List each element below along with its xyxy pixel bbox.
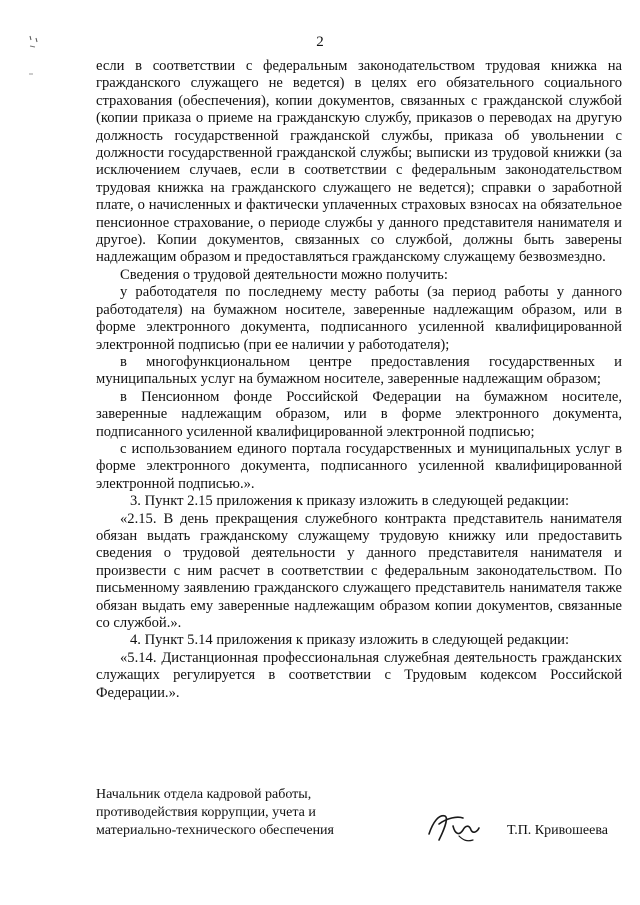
paragraph-mfc: в многофункциональном центре предоставления государственных и муниципальных услуг на бумажном носителе, заверенные надлежащим образом; — [96, 353, 622, 388]
page-number: 2 — [316, 34, 324, 50]
position-line: противодействия коррупции, учета и — [96, 805, 316, 820]
position-line: Начальник отдела кадровой работы, — [96, 787, 312, 802]
paragraph-item-4: 4. Пункт 5.14 приложения к приказу изложить в следующей редакции: — [130, 632, 570, 649]
paragraph-clause-5-14: «5.14. Дистанционная профессиональная служебная деятельность гражданских служащих регулируется в соответствии с Трудовым кодексом Российской Федерации.». — [96, 649, 622, 701]
paragraph-employer: у работодателя по последнему месту работы (за период работы у данного работодателя) на бумажном носителе, заверенные надлежащим образом, или в форме электронного документа, подписанного усиленной квалифицированной электронной подписью (при ее наличии у работодателя); — [96, 284, 622, 353]
paragraph-state-portal: с использованием единого портала государственных и муниципальных услуг в форме электронного документа, подписанного усиленной квалифицированной электронной подписью.». — [96, 440, 622, 492]
position-line: материально-технического обеспечения — [96, 823, 334, 838]
paragraph-clause-2-15: «2.15. В день прекращения служебного контракта представитель нанимателя обязан выдать гражданскому служащему трудовую книжку или предоставить сведения о трудовой деятельности у данного представителя нанимателя и произвести с ним расчет в соответствии с федеральным законодательством. По письменному заявлению гражданского служащего представитель нанимателя также обязан выдать ему заверенные надлежащим образом копии документов, связанные со службой.». — [96, 510, 622, 631]
paragraph-item-3: 3. Пункт 2.15 приложения к приказу изложить в следующей редакции: — [130, 493, 570, 510]
paragraph-pension-fund: в Пенсионном фонде Российской Федерации на бумажном носителе, заверенные надлежащим образом, или в форме электронного документа, подписанного усиленной квалифицированной электронной подписью; — [96, 388, 622, 440]
signatory-position — [96, 786, 334, 840]
paragraph-labor-info-intro: Сведения о трудовой деятельности можно получить: — [120, 266, 448, 283]
document-body — [96, 58, 622, 702]
paragraph-continuation: если в соответствии с федеральным законодательством трудовая книжка на гражданского служащего не ведется) в целях его обязательного социального страхования (обеспечения), копии документов, связанных с гражданской службой (копии приказа о приеме на гражданскую службу, приказов о переводах на другую должность государственной гражданской службы, приказа об увольнении с должности государственной гражданской службы; выписки из трудовой книжки (за исключением случаев, если в соответствии с федеральным законодательством трудовая книжка на гражданского служащего не ведется); справки о заработной плате, о начисленных и фактически уплаченных страховых взносах на обязательное пенсионное страхование, о периоде службы у данного представителя нанимателя и другое). Копии документов, связанных со службой, должны быть заверены надлежащим образом и предоставляться гражданскому служащему безвозмездно. — [96, 58, 622, 266]
handwritten-signature — [423, 804, 483, 854]
signatory-name: Т.П. Кривошеева — [507, 823, 608, 838]
signature-block — [96, 786, 622, 846]
